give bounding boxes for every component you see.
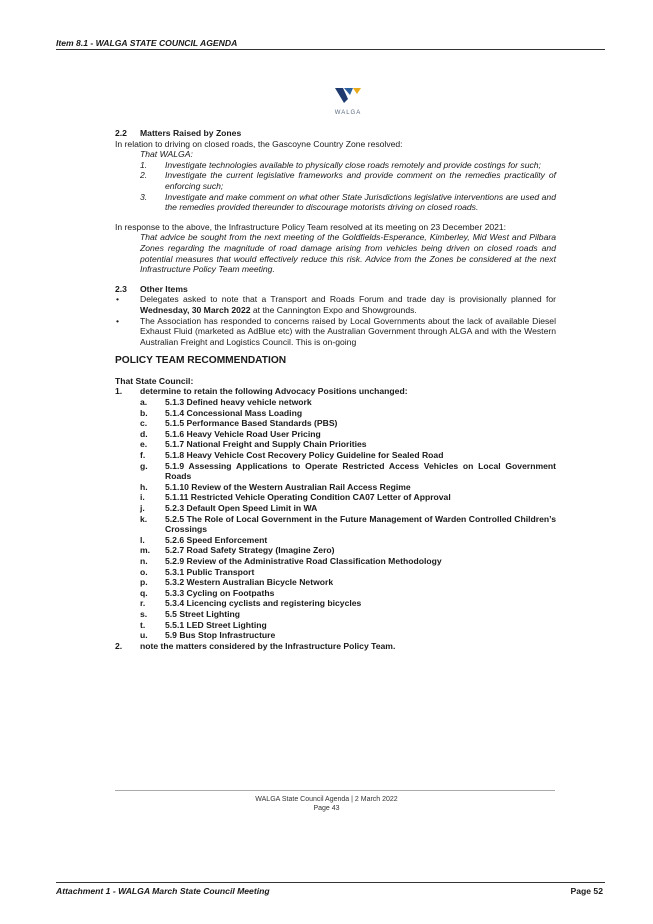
advocacy-position-item bbox=[140, 503, 556, 514]
advocacy-position-item bbox=[140, 429, 556, 440]
response-paragraph: In response to the above, the Infrastructure Policy Team resolved at its meeting on 23 December 2021: bbox=[115, 221, 507, 232]
item-letter: q. bbox=[140, 587, 148, 598]
header-divider bbox=[56, 49, 605, 50]
bottom-divider bbox=[56, 882, 605, 883]
advocacy-position-item bbox=[140, 514, 556, 535]
advocacy-positions-list bbox=[115, 397, 556, 641]
item-letter: t. bbox=[140, 619, 146, 630]
advocacy-position-item bbox=[140, 609, 556, 620]
item-text: 5.5 Street Lighting bbox=[165, 608, 240, 619]
advocacy-position-item bbox=[140, 408, 556, 419]
advocacy-position-item bbox=[140, 418, 556, 429]
item-letter: i. bbox=[140, 492, 145, 503]
item-number: 2. bbox=[115, 640, 123, 651]
that-state-council: That State Council: bbox=[115, 375, 194, 386]
item-letter: h. bbox=[140, 481, 148, 492]
item-letter: k. bbox=[140, 513, 148, 524]
section-2-3-title bbox=[115, 284, 556, 295]
footer-line-1: WALGA State Council Agenda | 2 March 2022 bbox=[255, 796, 398, 803]
item-letter: d. bbox=[140, 428, 148, 439]
walga-logo-icon bbox=[333, 86, 363, 104]
item-text: 5.2.7 Road Safety Strategy (Imagine Zero) bbox=[165, 545, 335, 556]
page-header: Item 8.1 - WALGA STATE COUNCIL AGENDA bbox=[56, 38, 238, 48]
item-text: determine to retain the following Advocacy Positions unchanged: bbox=[140, 386, 408, 397]
item-letter: p. bbox=[140, 577, 148, 588]
logo-text: WALGA bbox=[334, 110, 362, 116]
advocacy-position-item bbox=[140, 577, 556, 588]
item-text: Investigate and make comment on what other State Jurisdictions legislative interventions are used and the remedies provided thereunder to discourage motorists driving on closed roads. bbox=[165, 191, 556, 213]
item-text: 5.1.11 Restricted Vehicle Operating Condition CA07 Letter of Approval bbox=[165, 492, 451, 503]
advocacy-position-item bbox=[140, 598, 556, 609]
item-number: 1. bbox=[115, 386, 123, 397]
item-letter: c. bbox=[140, 418, 148, 429]
item-text: 5.9 Bus Stop Infrastructure bbox=[165, 630, 276, 641]
bullet-text: The Association has responded to concerns raised by Local Governments about the lack of available Diesel Exhaust Fluid (marketed as AdBlue etc) with the Australian Government through ALGA and with the Western Australian Freight and Logistics Council. This is on-going bbox=[140, 315, 556, 347]
advocacy-position-item bbox=[140, 567, 556, 578]
item-number: 2. bbox=[140, 170, 148, 181]
section-number: 2.2 bbox=[115, 128, 127, 138]
attachment-page-number: Page 52 bbox=[570, 886, 603, 896]
item-letter: s. bbox=[140, 608, 148, 619]
section-2-2-intro: In relation to driving on closed roads, the Gascoyne Country Zone resolved: bbox=[115, 138, 403, 149]
advocacy-position-item bbox=[140, 397, 556, 408]
item-letter: f. bbox=[140, 450, 146, 461]
zone-resolution-list bbox=[115, 160, 556, 213]
item-text: 5.5.1 LED Street Lighting bbox=[165, 619, 267, 630]
list-item bbox=[140, 160, 556, 171]
forum-date: Wednesday, 30 March 2022 bbox=[140, 304, 251, 315]
footer-divider bbox=[115, 790, 555, 791]
item-letter: a. bbox=[140, 397, 148, 408]
list-item: • Delegates asked to note that a Transport and Roads Forum and trade day is provisionally planned for Wednesday, 30 March 2022 at the Cannington Expo and Showgrounds. bbox=[116, 294, 556, 315]
item-number: 1. bbox=[140, 159, 148, 170]
item-text: 5.1.9 Assessing Applications to Operate Restricted Access Vehicles on Local Government Roads bbox=[165, 460, 556, 482]
item-text: 5.1.5 Performance Based Standards (PBS) bbox=[165, 418, 338, 429]
item-text: 5.3.2 Western Australian Bicycle Network bbox=[165, 577, 334, 588]
section-heading: Matters Raised by Zones bbox=[140, 128, 242, 138]
advocacy-position-item bbox=[140, 461, 556, 482]
item-letter: n. bbox=[140, 555, 148, 566]
item-text: 5.1.6 Heavy Vehicle Road User Pricing bbox=[165, 428, 321, 439]
item-letter: b. bbox=[140, 407, 148, 418]
list-item bbox=[140, 170, 556, 191]
item-text: note the matters considered by the Infrastructure Policy Team. bbox=[140, 640, 396, 651]
item-letter: e. bbox=[140, 439, 148, 450]
list-item bbox=[140, 192, 556, 213]
advocacy-position-item bbox=[140, 439, 556, 450]
resolution-quote: That advice be sought from the next meeting of the Goldfields-Esperance, Kimberley, Mid West and Pilbara Zones regarding the magnitude of road damage arising from vehicles being driven on closed roads and potential measures that would effectively reduce this risk. Advice from the Zones be considered at the next Infrastructure Policy Team meeting. bbox=[140, 232, 556, 275]
item-text: 5.1.8 Heavy Vehicle Cost Recovery Policy Guideline for Sealed Road bbox=[165, 450, 444, 461]
item-text: 5.1.10 Review of the Western Australian Rail Access Regime bbox=[165, 481, 411, 492]
item-letter: u. bbox=[140, 630, 148, 641]
footer-page-number: Page 43 bbox=[313, 805, 340, 812]
list-item: • The Association has responded to concerns raised by Local Governments about the lack of available Diesel Exhaust Fluid (marketed as AdBlue etc) with the Australian Government through ALGA and with the Western Australian Freight and Logistics Council. This is on-going bbox=[116, 315, 556, 347]
advocacy-position-item bbox=[140, 630, 556, 641]
advocacy-position-item bbox=[140, 535, 556, 546]
advocacy-position-item bbox=[140, 588, 556, 599]
bullet-text: at the Cannington Expo and Showgrounds. bbox=[250, 304, 417, 315]
item-number: 3. bbox=[140, 191, 148, 202]
item-text: 5.2.3 Default Open Speed Limit in WA bbox=[165, 503, 318, 513]
advocacy-position-item bbox=[140, 492, 556, 503]
agenda-footer bbox=[0, 795, 653, 813]
bullet-text: Delegates asked to note that a Transport and Roads Forum and trade day is provisionally planned for bbox=[140, 294, 556, 305]
section-heading: Other Items bbox=[140, 283, 188, 294]
item-text: 5.3.1 Public Transport bbox=[165, 566, 255, 577]
item-letter: j. bbox=[140, 503, 145, 513]
advocacy-position-item bbox=[140, 545, 556, 556]
item-text: Investigate technologies available to physically close roads remotely and provide costings for such; bbox=[165, 159, 541, 170]
page-body bbox=[115, 128, 556, 651]
item-letter: r. bbox=[140, 598, 146, 609]
recommendation-item-1 bbox=[115, 386, 556, 397]
item-text: 5.2.9 Review of the Administrative Road Classification Methodology bbox=[165, 555, 442, 566]
advocacy-position-item bbox=[140, 482, 556, 493]
advocacy-position-item bbox=[140, 556, 556, 567]
other-items-list bbox=[115, 294, 556, 347]
item-text: 5.3.4 Licencing cyclists and registering bicycles bbox=[165, 598, 362, 609]
section-number: 2.3 bbox=[115, 283, 127, 294]
attachment-label: Attachment 1 - WALGA March State Council Meeting bbox=[56, 886, 270, 896]
item-text: Investigate the current legislative frameworks and provide comment on the remedies practicality of enforcing such; bbox=[165, 170, 556, 191]
advocacy-position-item bbox=[140, 620, 556, 631]
item-text: 5.2.5 The Role of Local Government in the Future Management of Warden Controlled Children’s Crossings bbox=[165, 513, 556, 535]
recommendation-item-2 bbox=[115, 641, 556, 652]
item-text: 5.2.6 Speed Enforcement bbox=[165, 534, 268, 545]
recommendation bbox=[115, 376, 556, 651]
section-2-2-title bbox=[115, 128, 556, 139]
policy-recommendation-title: POLICY TEAM RECOMMENDATION bbox=[115, 355, 287, 367]
item-letter: o. bbox=[140, 566, 148, 577]
that-walga: That WALGA: bbox=[140, 149, 193, 160]
advocacy-position-item bbox=[140, 450, 556, 461]
item-text: 5.1.7 National Freight and Supply Chain Priorities bbox=[165, 439, 367, 450]
walga-logo bbox=[330, 86, 366, 116]
item-letter: m. bbox=[140, 545, 151, 556]
item-text: 5.3.3 Cycling on Footpaths bbox=[165, 587, 275, 598]
item-text: 5.1.3 Defined heavy vehicle network bbox=[165, 397, 312, 408]
item-text: 5.1.4 Concessional Mass Loading bbox=[165, 407, 303, 418]
item-letter: l. bbox=[140, 534, 145, 545]
item-letter: g. bbox=[140, 460, 148, 471]
